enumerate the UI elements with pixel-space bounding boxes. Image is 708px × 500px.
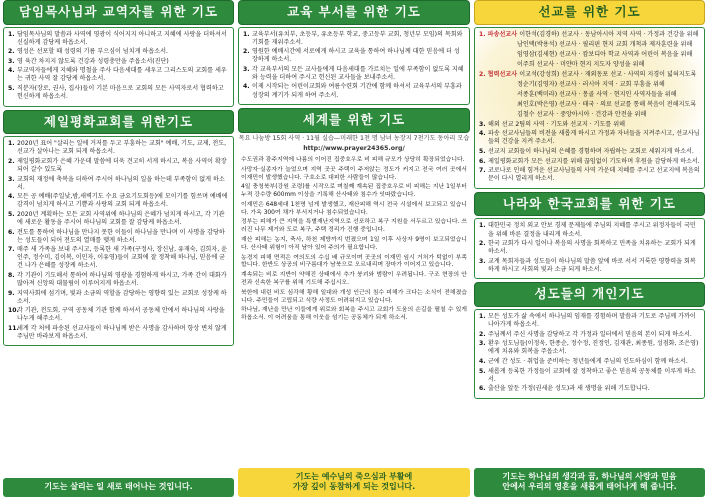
prayer-item-text: 파송 선교사님들의 비전을 새롭게 하시고 가정과 자녀들을 지켜주시고, 선교사님들의 건강을 지켜 주소서. [488,130,700,146]
prayer-item-text: 제일평화교회가 은혜 가운데 말씀에 더욱 견고히 서게 하시고, 복음 사역이 확장 되어 갈수 있도록 [17,157,227,173]
missionary-row [479,31,700,39]
prayer-item-text: 교계 목회자들과 성도들이 하나님의 말씀 앞에 바로 서서 거룩한 영향력을 회복하게 하시고 사회의 빛과 소금 되게 하소서. [488,257,696,273]
prayer-item-number: 5. [8,85,15,93]
column-right [474,0,705,500]
prayer-item-text: 이제 시작되는 어린이교회와 여름수련회 기간에 함께 하셔서 교육부서의 부흥과 성장의 계기가 되게 하여 주소서. [252,83,462,99]
prayer-item [479,368,700,384]
prayer-item-text: 매주 새 가족을 보내 주시고, 등록한 새 가족(구정사, 장신남, 유재숙, 김희자, 윤인주, 정수미, 김이복, 이민자, 이유영)들이 교회에 잘 정착해 하나님, 믿음에 굳건 나가 은혜를 성장케 하소서. [17,246,227,270]
prayer-item-number: 9. [8,289,15,297]
prayer-item [479,340,700,356]
prayer-item-number: 3. [8,57,15,65]
missionary-info: 김철수 선교사 · 중앙아시아 · 건강과 안전을 위해 [517,110,647,118]
prayer-item [243,31,465,47]
prayer-item-text: 선교지 교회들이 하나님의 은혜를 경험하며 자립하는 교회로 세워지게 하소서. [488,148,694,156]
prayer-item [8,31,229,47]
prayer-item-number: 1. [479,312,486,320]
personal-prayer-list [479,313,700,393]
world-prayer-paragraph: 북한에 내린 비도 심각해 황해 일대와 개성 인근의 침수 피해가 크다는 소식이 전해졌습니다. 주민들이 고립되고 식량 사정도 어려워지고 있습니다. [241,289,467,304]
mission-prayer-section [474,27,705,189]
prayer-item [479,358,700,366]
prayer-item-text: 영원한 예배시간에 서로에게 하시고 교육을 통하여 하나님께 대한 믿음에 더 성장하게 하소서. [252,48,460,64]
world-prayer-title: 세계를 위한 기도 [238,108,470,133]
prayer-item-text: 각 교육부서의 모든 교사들에게 다음세대를 가르치는 일에 부족함이 없도록 지혜와 능력을 더하여 주시고 헌신된 교사들을 보내주소서. [252,65,464,81]
mission-prayer-title: 선교를 위한 기도 [474,0,705,25]
pastor-prayer-section [3,27,234,107]
prayer-item-number: 7. [479,167,486,175]
missionary-info: 정순기(김영자) 선교사 · 러시아 지역 · 교회 부흥을 위해 [517,80,665,88]
prayer-item-text: 세계 각 처에 파송된 선교사들이 하나님께 받은 사명을 감사하며 항상 변치 않게 주님만 바라보게 하옵소서. [17,324,227,340]
prayer-item [479,148,700,156]
prayer-item-number: 3. [8,175,15,183]
missionary-category: 1. 파송선교사 [479,30,520,38]
nation-prayer-section [474,218,705,279]
mission-prayer-list [479,121,700,184]
prayer-item [8,229,229,245]
world-prayer-paragraph: 계속되는 비로 지반이 약해진 상태에서 추가 붕괴와 범람이 우려됩니다. 구조 현장의 안전과 신속한 복구를 위해 기도해 주십시오. [241,272,467,286]
prayer-item [243,66,465,82]
footer-line-2: 가장 깊이 동참하게 되는 것입니다. [292,482,416,492]
prayer-item-text: 담임목사님의 말씀과 사역에 영광이 식어지지 아니하고 지혜에 사랑을 더하셔서 신실하게 감당케 하옵소서. [17,30,227,46]
prayer-item-text: 모든 성도가 삶 속에서 하나님의 임재를 경험하며 말씀과 기도로 주님께 가까이 나아가게 하옵소서. [488,312,696,328]
world-prayer-paragraph: 정부는 피해가 큰 지역을 특별재난지역으로 선포하고 복구 지원을 서두르고 있습니다. 쓰러진 나무 제거와 도로 복구, 주택 정리가 진행 중입니다. [241,219,467,234]
prayer-item-text: 2020년 계획하는 모든 교회 사역위에 하나님의 은혜가 넘치게 하시고, 각 기관에 새로운 활동을 주시어 하나님의 교회를 잘 감당케 하옵소서. [17,210,225,226]
world-prayer-paragraph: 재산 피해는 농지, 축사, 하천 제방까지 번졌으며 1일 이후 사상자 9명이 보고되었습니다. 산사태 위험이 아직 남아 있어 주의가 필요합니다. [241,237,467,251]
world-prayer-text [238,155,470,327]
prayer-item-number: 2. [8,48,15,56]
prayer-item [479,130,700,146]
prayer-item-number: 10. [8,307,19,315]
prayer-item [479,158,700,166]
prayer-item-number: 3. [479,120,486,128]
prayer-item-text: 각 기관이 기도해서 통하여 하나님의 영광을 경험하게 하시고, 가족 간이 대화가 많아져 신앙의 대물림이 이루어지게 하옵소서. [17,271,227,287]
column-middle [238,0,470,500]
prayer-item-text: 각 기관, 전도회, 구역 공동체 기관 함께 하셔서 공동체 안에서 하나님의 사랑을 나누게 해주소서. [17,307,225,323]
prayer-item-number: 11. [8,324,19,332]
world-prayer-paragraph: 사망자·실종자가 늘었으며 지역 곳곳 주택이 주저앉는 정도가 커지고 전국 여러 곳에서 이재민이 발생했습니다. 구호소로 대피한 사람들이 많습니다. [241,166,467,181]
prayer-item-number: 2. [479,330,486,338]
column-left [3,0,234,500]
prayer-item-text: 영 육간 차지지 않도록 건강과 성령충만을 주옵소서(진단) [17,57,169,65]
missionary-info: 서종훈(백미라) 선교사 · 몽골 사역 · 현지인 사역자들을 위해 [517,90,677,98]
education-prayer-list [243,31,465,100]
prayer-item-text: 대한민국 정치 외교 안보 경제 문제들에 주님의 지혜를 주시고 위정자들이 국민을 위해 바른 결정을 내리게 하소서. [488,222,696,238]
missionary-info: 이주희 선교사 · 미얀마 현지 지도자 양성을 위해 [517,60,645,68]
prayer-item-number: 4. [8,67,15,75]
prayer-item-number: 1. [8,140,15,148]
prayer-item [8,140,229,156]
prayer-item-number: 8. [8,271,15,279]
prayer-item [8,58,229,66]
missionary-info: 이한석(김경하) 선교사 · 동남아시아 지역 사역 · 가정과 건강을 위해 [519,30,699,38]
footer-line-2: 안에서 우리의 영혼을 새롭게 태어나게 해 줍니다. [502,482,677,492]
world-prayer-paragraph: 이재민은 648세대 1천명 넘게 발생했고, 재산피해 역시 전국 시설에서 보고되고 있습니다. 가옥 300여 채가 부서지거나 침수되었습니다. [241,201,467,216]
prayer-item [8,176,229,192]
prayer-item-number: 5. [8,210,15,218]
footer-quote-left: 기도는 살리는 일 새로 태어나는 것입니다. [3,478,234,497]
church-prayer-list [8,140,229,341]
prayer-item-number: 4. [243,83,250,91]
missionary-info: 남인택(박용석) 선교사 · 필리핀 현지 교회 개척과 제자훈련을 위해 [517,40,693,48]
prayer-item [8,158,229,174]
prayer-item [8,48,229,56]
prayer-item-number: 4. [8,193,15,201]
prayer-item-number: 3. [479,257,486,265]
prayer-item [8,307,229,323]
personal-prayer-section [474,309,705,399]
prayer-item-number: 4. [479,357,486,365]
missionary-row [479,91,700,99]
education-prayer-section [238,27,470,106]
prayer-item-number: 2. [243,48,250,56]
prayer-item-text: 해외 선교 2팀의 사역 · 기도와 선교지 · 기도를 위해 [488,120,626,128]
footer-quote-middle [238,468,470,497]
prayer-item-number: 6. [479,157,486,165]
prayer-item-text: 코로나로 인해 힘겨운 선교사님들의 사역 가운데 지혜를 주시고 선교지에 복음의 문이 다시 열리게 하소서. [488,167,700,183]
prayer-item-text: 지역사회에 섬기며, 빛과 소금의 역할을 감당하는 영향력 있는 교회로 성장케 하소서. [17,289,227,305]
prayer-item [243,83,465,99]
prayer-item [479,222,700,238]
prayer-item [8,246,229,270]
nation-prayer-list [479,222,700,273]
pastor-prayer-list [8,31,229,102]
prayer-item-number: 2. [8,157,15,165]
missionary-row [479,51,700,59]
footer-line-1: 기도는 하나님의 생각과 꿈, 하나님의 사랑과 믿음 [502,471,677,481]
prayer-item [479,313,700,329]
missionary-row [479,81,700,89]
prayer-item-text: 2020년 표어 "살리는 일에 거저를 두고 부흥하는 교회" 예배, 기도, 교제, 전도, 선교가 살아나는 교회 되게 하옵소서. [17,140,227,156]
prayer-item-text: 모든 공 예배(주일낮,밤,새벽기도 수요 금요기도회등)에 모이기를 힘쓰며 예배에 감격이 넘치게 하시고 기쁨과 사랑의 교회 되게 하옵소서. [17,193,228,209]
world-prayer-paragraph: 하나님, 재난을 만난 이들에게 위로와 회복을 주시고 교회가 도움의 손길을 펼칠 수 있게 하옵소서. 이 어려움을 통해 이웃을 섬기는 공동체가 되게 하소서. [241,307,467,322]
missionary-row [479,111,700,119]
prayer-item [8,67,229,83]
prayer-item-number: 5. [479,148,486,156]
footer-line-1: 기도는 예수님의 죽으심과 부활에 [295,471,413,481]
church-prayer-title: 제일평화교회를 위한기도 [3,110,234,135]
prayer-item [479,258,700,274]
pastor-prayer-title: 담임목사님과 교역자를 위한 기도 [3,0,234,25]
missionary-row [479,61,700,69]
prayer-item [8,325,229,341]
prayer-item [479,121,700,129]
prayer-item-text: 환우 성도님들(이정욱, 한종순, 정수정, 진정인, 김재관, 최종원, 성점화, 조은영)에게 치유와 회복을 주옵소서. [488,340,699,356]
prayer-item [479,240,700,256]
world-prayer-paragraph: 농경지 피해 면적은 여의도의 수십 배 규모이며 곳곳의 이재민 임시 거처가 턱없이 부족합니다. 한반도 상공의 비구름대가 남북으로 오르내리며 장마가 이어지고 있습니다. [241,254,467,269]
prayer-item-text: 교육부서(유치부, 초등부, 유초등부 학교, 중고등부 교회, 청년부 모임)의 목회와 기회를 재위주소서. [252,30,463,46]
world-prayer-paragraph: 4일 충청북부(강원 조령)를 시작으로 며칠째 계속된 집중호우로 비 피해는 지난 1일부터 누적 강수량 600mm 이상을 기록해 산사태와 침수가 잇따랐습니다. [241,184,467,199]
prayer-item-number: 7. [8,246,15,254]
missionary-row [479,41,700,49]
prayer-item-number: 3. [243,65,250,73]
prayer-item-number: 6. [8,228,15,236]
prayer-item [243,48,465,64]
church-prayer-section [3,136,234,346]
world-prayer-paragraph: 수도권과 광주지역에 나름의 이어진 집중호우로 비 피해 규모가 상당히 확장되었습니다. [241,157,465,163]
prayer-item [8,290,229,306]
prayer-item-text: 주님께서 주신 사명을 감당하고 각 가정과 일터에서 믿음의 본이 되게 하소서. [488,330,692,338]
prayer-item [479,385,700,393]
missionary-info: 이교석(강성희) 선교사 · 재외동포 선교 · 사역의 지경이 넓혀지도록 [519,70,697,78]
prayer-item-text: 출산을 앞둔 가정(권세윤 성도)과 새 생명을 위해 기도합니다. [488,385,650,393]
missionary-row [479,71,700,79]
prayer-item-number: 1. [8,30,15,38]
prayer-item-number: 4. [479,130,486,138]
missionary-row [479,101,700,109]
prayer-item-text: 새롭게 등록한 가정들이 교회에 잘 정착하고 좋은 믿음의 공동체를 이루게 하소서. [488,367,696,383]
prayer-item [8,85,229,101]
prayer-item [8,272,229,288]
world-prayer-subtitle: 목요 나눔방 15회 사역 · 11월 실습—미래한 1천 명 남녀 농장지 7천기도 동아리 모습 [238,134,470,142]
prayer-item-number: 3. [479,340,486,348]
missionary-info: 최인호(박은영) 선교사 · 태국 · 의료 선교를 통해 복음이 전해지도록 [517,100,697,108]
education-prayer-title: 교육 부서를 위한 기도 [238,0,470,25]
missionary-list [479,31,700,119]
prayer-item [8,211,229,227]
world-prayer-url[interactable]: http://www.prayer24365.org/ [303,144,405,152]
prayer-item-number: 6. [479,385,486,393]
prayer-item-text: 전도를 통하여 하나님을 만나지 못한 이들이 하나님을 만나며 이 사명을 감당하는 성도들이 되어 전도의 열매를 맺게 하소서. [17,228,225,244]
prayer-item-text: 군에 간 성도 · 취업을 준비하는 청년들에게 주님의 인도하심이 함께 하소서. [488,357,688,365]
prayer-item-text: 부교역자들에게 지혜와 명철을 주사 다음세대를 세우고 그리스도의 교회를 세우는 귀한 사역 잘 감당케 하옵소서. [17,67,227,83]
prayer-item-text: 영성은 선포할 때 성령의 기름 부으심이 넘치게 하옵소서. [17,48,168,56]
missionary-category: 2. 협력선교사 [479,70,520,78]
personal-prayer-title: 성도들의 개인기도 [474,282,705,307]
prayer-item-text: 교회의 재정에 축복을 더하여 주시어 하나님의 일을 하는데 부족함이 없게 하소서. [17,175,225,191]
prayer-item-number: 1. [479,222,486,230]
prayer-item [479,167,700,183]
prayer-item-number: 2. [479,240,486,248]
nation-prayer-title: 나라와 한국교회를 위한 기도 [474,192,705,217]
prayer-item-number: 1. [243,30,250,38]
prayer-item [479,331,700,339]
prayer-item-text: 한국 교회가 다시 일어나 복음의 사명을 회복하고 민족을 치유하는 교회가 되게 하소서. [488,240,696,256]
footer-quote-right [474,468,705,497]
prayer-item-text: 직분자(장로, 권사, 집사)들이 기본 마음으로 교회의 모든 사역자로서 협력하고 헌신하게 하옵소서. [17,85,224,101]
prayer-item-text: 제일평화교회가 모든 선교지를 위해 끊임없이 기도하며 후원을 감당하게 하소서. [488,157,700,165]
prayer-item-number: 5. [479,367,486,375]
prayer-item [8,193,229,209]
missionary-info: 임영삼(김세현) 선교사 · 캄보디아 학교 사역과 어린이 복음을 위해 [517,50,693,58]
